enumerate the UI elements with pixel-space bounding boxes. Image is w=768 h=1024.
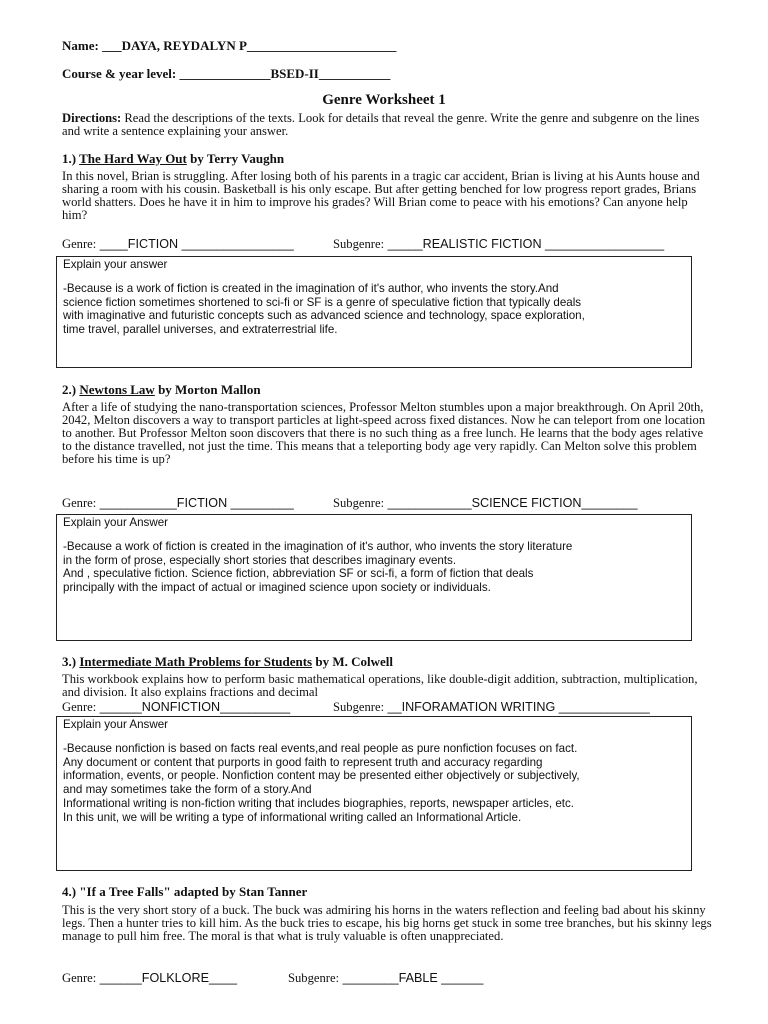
explain-caption: Explain your Answer: [63, 718, 169, 731]
subgenre-answer: _____REALISTIC FICTION _________________: [384, 237, 665, 251]
book-author: by M. Colwell: [312, 654, 394, 669]
genre-line: [62, 700, 290, 715]
subgenre-answer: ________FABLE ______: [339, 971, 484, 985]
subgenre-line: [333, 700, 650, 715]
subgenre-line: [288, 971, 483, 986]
book-title: The Hard Way Out: [79, 151, 187, 166]
item-number: 4.): [62, 884, 77, 899]
genre-answer: ____FICTION ________________: [96, 237, 294, 251]
book-title: Newtons Law: [79, 382, 155, 397]
subgenre-label: Subgenre:: [333, 237, 385, 251]
genre-answer: ______NONFICTION__________: [96, 700, 291, 714]
item-number: 1.): [62, 151, 77, 166]
book-author: by Morton Mallon: [154, 382, 261, 397]
genre-answer: ___________FICTION _________: [96, 496, 294, 510]
item-heading: [62, 654, 393, 670]
genre-line: [62, 971, 237, 986]
name-line: Name: ___DAYA, REYDALYN P_______________________: [62, 38, 397, 53]
directions-text: Read the descriptions of the texts. Look for details that reveal the genre. Write the genre and subgenre on the lines and write a sentence explaining your answer.: [62, 111, 700, 139]
directions: [62, 112, 712, 138]
item-number: 3.): [62, 654, 77, 669]
explain-text: -Because is a work of fiction is created in the imagination of it's author, who invents the story.And science fiction sometimes shortened to sci-fi or SF is a genre of speculative fiction that typically deals with imaginative and futuristic concepts such as advanced science and technology, space exploration, time travel, parallel universes, and extraterrestrial life.: [63, 281, 585, 337]
subgenre-label: Subgenre:: [333, 700, 385, 714]
genre-label: Genre:: [62, 971, 97, 985]
genre-label: Genre:: [62, 237, 97, 251]
explain-caption: Explain your answer: [63, 258, 168, 271]
explain-box: [56, 716, 692, 871]
item-description: After a life of studying the nano-transportation sciences, Professor Melton stumbles upon a major breakthrough. On April 20th, 2042, Melton discovers a way to transport particles at light-speed across fixed distances. Now he can teleport from one location to another. But Professor Melton soon discovers that there is no such thing as a free lunch. He learns that the body ages relative to the distance travelled, not just the time. This means that a teleporting body age very rapidly. Can Melton solve this problem before his time is up?: [62, 400, 706, 467]
item-description: In this novel, Brian is struggling. After losing both of his parents in a tragic car accident, Brian is living at his Aunts house and sharing a room with his cousin. Basketball is his only escape. But after getting benched for low progress report grades, Brians world shatters. Does he have it in him to improve his grades? Will Brian come to peace with his emotions? Can anyone help him?: [62, 169, 700, 223]
item-description: This is the very short story of a buck. The buck was admiring his horns in the waters reflection and feeling bad about his skinny legs. Then a hunter tries to kill him. As the buck tries to escape, his big horns get stuck in some tree branches, but his skinny legs manage to pull him free. The moral is that what is truly valuable is often unappreciated.: [62, 903, 712, 944]
subgenre-label: Subgenre:: [333, 496, 385, 510]
subgenre-line: [333, 237, 664, 252]
book-title: "If a Tree Falls" adapted by Stan Tanner: [79, 884, 308, 899]
explain-box: [56, 256, 692, 368]
item-heading: [62, 382, 261, 398]
course-line: Course & year level: ______________BSED-II___________: [62, 66, 391, 81]
explain-box: [56, 514, 692, 641]
genre-line: [62, 237, 294, 252]
subgenre-line: [333, 496, 638, 511]
book-author: by Terry Vaughn: [186, 151, 285, 166]
genre-label: Genre:: [62, 700, 97, 714]
item-number: 2.): [62, 382, 77, 397]
explain-text: -Because a work of fiction is created in the imagination of it's author, who invents the story literature in the form of prose, especially short stories that describes imaginary events. And , speculative fiction. Science fiction, abbreviation SF or sci-fi, a form of fiction that deals principally with the impact of actual or imagined science upon society or individuals.: [63, 539, 573, 595]
item-heading: [62, 151, 284, 167]
book-title: Intermediate Math Problems for Students: [79, 654, 313, 669]
item-description: This workbook explains how to perform basic mathematical operations, like double-digit addition, subtraction, multiplication, and division. It also explains fractions and decimal: [62, 672, 698, 700]
explain-text: -Because nonfiction is based on facts real events,and real people as pure nonfiction focuses on fact. Any document or content that purports in good faith to represent truth and accuracy regarding information, events, or people. Nonfiction content may be presented either objectively or subjectively, and may sometimes take the form of a story.And Informational writing is non-fiction writing that includes biographies, reports, newspaper articles, etc. In this unit, we will be writing a type of informational writing called an Informational Article.: [63, 741, 580, 824]
genre-line: [62, 496, 294, 511]
worksheet-title: Genre Worksheet 1: [322, 92, 446, 108]
item-heading: [62, 884, 307, 900]
subgenre-answer: __INFORAMATION WRITING _____________: [384, 700, 650, 714]
subgenre-label: Subgenre:: [288, 971, 340, 985]
explain-caption: Explain your Answer: [63, 516, 169, 529]
genre-label: Genre:: [62, 496, 97, 510]
subgenre-answer: ____________SCIENCE FICTION________: [384, 496, 638, 510]
directions-label: Directions:: [62, 111, 122, 125]
genre-answer: ______FOLKLORE____: [96, 971, 237, 985]
